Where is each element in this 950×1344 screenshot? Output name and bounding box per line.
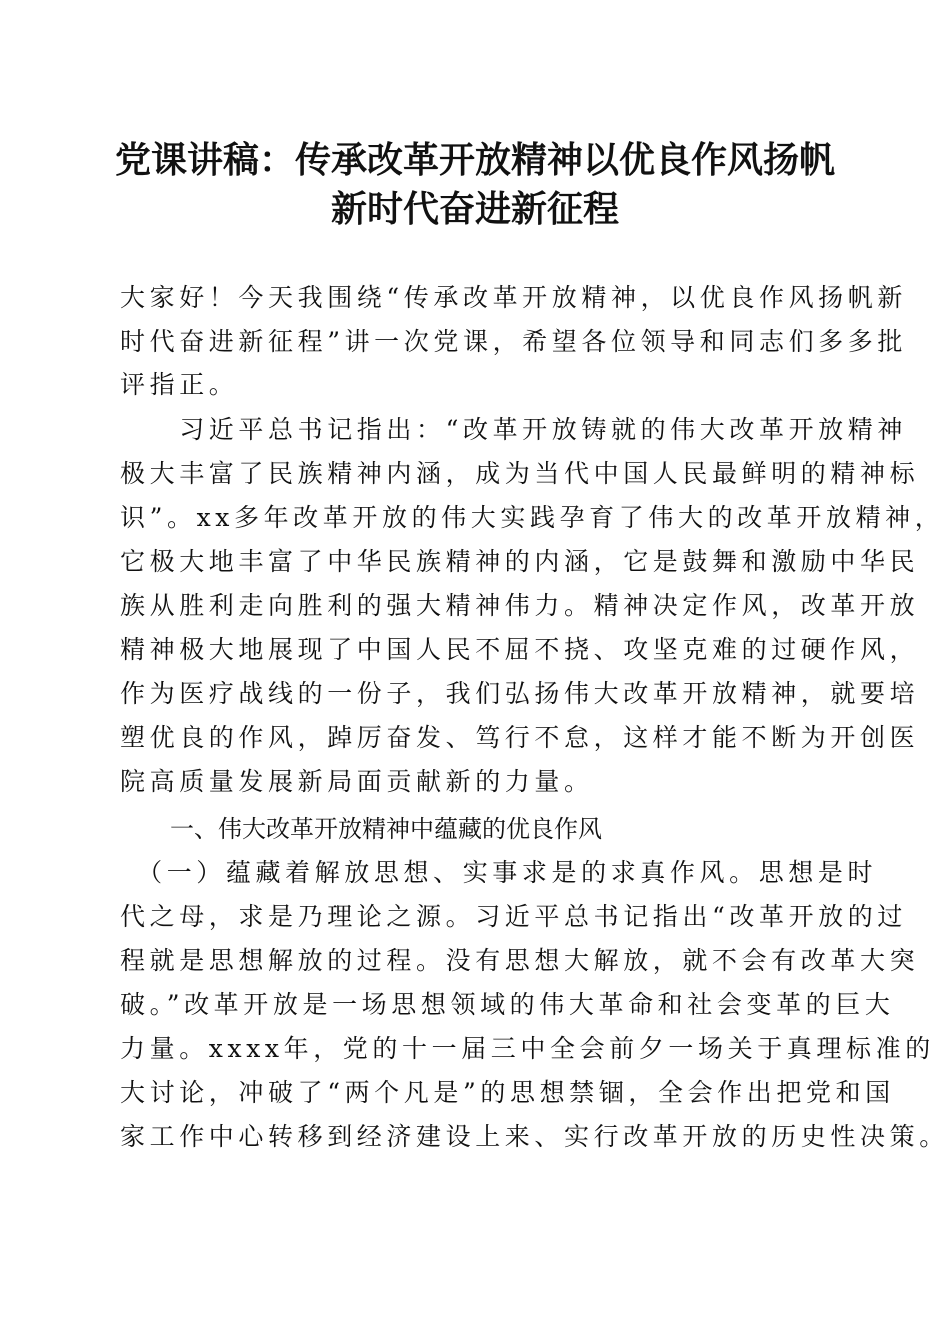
body-text-line: 塑优良的作风，踔厉奋发、笃行不怠，这样才能不断为开创医 bbox=[120, 723, 920, 752]
body-text-line: 极大丰富了民族精神内涵，成为当代中国人民最鲜明的精神标 bbox=[120, 459, 920, 488]
body-text-line: 精神极大地展现了中国人民不屈不挠、攻坚克难的过硬作风， bbox=[120, 635, 920, 664]
body-text-line: 大家好！今天我围绕“传承改革开放精神，以优良作风扬帆新 bbox=[120, 283, 907, 312]
body-text-line: 习近平总书记指出：“改革开放铸就的伟大改革开放精神 bbox=[120, 415, 907, 444]
body-text-line: 评指正。 bbox=[120, 370, 239, 399]
body-text-line: 族从胜利走向胜利的强大精神伟力。精神决定作风，改革开放 bbox=[120, 591, 920, 620]
body-text-line: （一）蕴藏着解放思想、实事求是的求真作风。思想是时 bbox=[120, 858, 878, 887]
body-text-line: 识”。xx多年改革开放的伟大实践孕育了伟大的改革开放精神， bbox=[120, 503, 945, 532]
body-text-line: 院高质量发展新局面贡献新的力量。 bbox=[120, 767, 594, 796]
section-heading: 一、伟大改革开放精神中蕴藏的优良作风 bbox=[170, 815, 602, 843]
body-text-line: 时代奋进新征程”讲一次党课，希望各位领导和同志们多多批 bbox=[120, 327, 907, 356]
body-text-line: 作为医疗战线的一份子，我们弘扬伟大改革开放精神，就要培 bbox=[120, 679, 920, 708]
body-text-line: 大讨论，冲破了“两个凡是”的思想禁锢，全会作出把党和国 bbox=[120, 1078, 895, 1107]
body-text-line: 它极大地丰富了中华民族精神的内涵，它是鼓舞和激励中华民 bbox=[120, 547, 920, 576]
body-text-line: 力量。xxxx年，党的十一届三中全会前夕一场关于真理标准的 bbox=[120, 1034, 935, 1063]
body-text-line: 程就是思想解放的过程。没有思想大解放，就不会有改革大突 bbox=[120, 946, 920, 975]
body-text-line: 代之母，求是乃理论之源。习近平总书记指出“改革开放的过 bbox=[120, 902, 907, 931]
body-text-line: 家工作中心转移到经济建设上来、实行改革开放的历史性决策。 bbox=[120, 1122, 949, 1151]
document-title-line-1: 党课讲稿：传承改革开放精神以优良作风扬帆 bbox=[114, 139, 835, 181]
body-text-line: 破。”改革开放是一场思想领域的伟大革命和社会变革的巨大 bbox=[120, 990, 895, 1019]
document-title-line-2: 新时代奋进新征程 bbox=[330, 188, 619, 230]
